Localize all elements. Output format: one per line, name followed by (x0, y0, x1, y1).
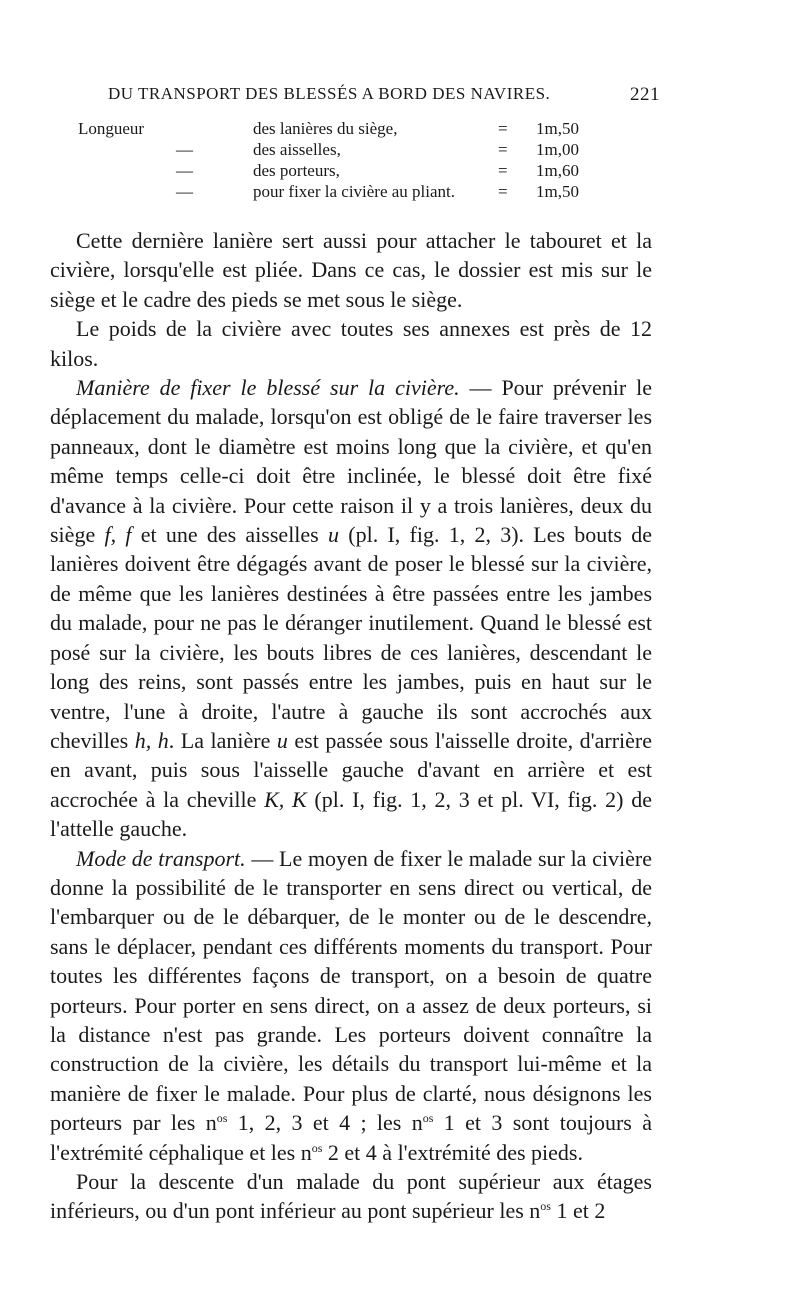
superscript: os (540, 1199, 551, 1214)
text-run: 1 et 2 (550, 1198, 606, 1224)
paragraph-descent (50, 1167, 652, 1226)
dimension-row (78, 160, 618, 181)
running-title: DU TRANSPORT DES BLESSÉS A BORD DES NAVIRES. (108, 84, 551, 103)
text-run: K, K (264, 786, 307, 812)
dimension-prefix: — (176, 161, 193, 180)
superscript: os (422, 1111, 434, 1126)
text-run: — Pour prévenir le déplacement du malade, lorsqu'on est obligé de le faire traverser les panneaux, dont le diamètre est moins long que la civière, et qu'en même temps celle-ci doit être inclinée, le blessé doit être fixé d'avance à la civière. Pour cette raison il y a trois lanières, deux du siège (50, 375, 653, 548)
text-run: 2 et 4 à l'extrémité des pieds. (322, 1139, 583, 1165)
text-run: 1 et 3 sont toujours à l'extrémité céphalique et les n (50, 1110, 652, 1165)
text-run: h, h (134, 727, 169, 753)
superscript: os (311, 1140, 323, 1155)
dimension-value: 1m,00 (536, 140, 579, 159)
running-header (108, 84, 668, 114)
equals-sign: = (498, 182, 508, 201)
page-number: 221 (630, 84, 660, 105)
text-run: 1, 2, 3 et 4 ; les n (227, 1110, 423, 1136)
text-run: u (328, 522, 339, 548)
dimension-label: des porteurs, (253, 161, 340, 180)
text-run: et une des aisselles (131, 522, 328, 548)
text-run: . La lanière (168, 727, 277, 753)
dimension-prefix: Longueur (78, 119, 145, 138)
section-title: Manière de fixer le blessé sur la civière. (76, 375, 460, 401)
dimension-row (78, 118, 618, 139)
dimension-label: des lanières du siège, (253, 119, 398, 138)
dimension-value: 1m,50 (536, 182, 579, 201)
equals-sign: = (498, 161, 508, 180)
text-run: est passée sous l'aisselle droite, d'arrière en avant, puis sous l'aisselle gauche d'avant en arrière et est accrochée à la cheville (50, 727, 652, 812)
dimension-row (78, 139, 618, 160)
paragraph-transport-mode (50, 844, 652, 1167)
paragraph-fixing (50, 373, 652, 844)
text-run: — Le moyen de fixer le malade sur la civière donne la possibilité de le transporter en sens direct ou vertical, de l'embarquer ou de le débarquer, de le monter ou de le descendre, sans le déplacer, pendant ces différents moments du transport. Pour toutes les différentes façons de transport, on a besoin de quatre porteurs. Pour porter en sens direct, on a assez de deux porteurs, si la distance n'est pas grande. Les porteurs doivent connaître la construction de la civière, les détails du transport lui-même et la manière de fixer le malade. Pour plus de clarté, nous désignons les porteurs par les n (50, 845, 652, 1136)
equals-sign: = (498, 119, 508, 138)
dimensions-list (78, 118, 618, 202)
paragraph-weight: Le poids de la civière avec toutes ses annexes est près de 12 kilos. (50, 316, 652, 371)
body-text (50, 226, 652, 1226)
dimension-prefix: — (176, 140, 193, 159)
dimension-label: des aisselles, (253, 140, 341, 159)
text-run: (pl. I, fig. 1, 2, 3). Les bouts de lanières doivent être dégagés avant de poser le blessé sur la civière, de même que les lanières destinées à être passées entre les jambes du malade, pour ne pas le déranger inutilement. Quand le blessé est posé sur la civière, les bouts libres de ces lanières, descendant le long des reins, sont passés entre les jambes, puis en haut sur le ventre, l'une à droite, l'autre à gauche ils sont accrochés aux chevilles (50, 522, 652, 753)
dimension-label: pour fixer la civière au pliant. (253, 182, 456, 201)
text-run: (pl. I, fig. 1, 2, 3 et pl. VI, fig. 2) de l'attelle gauche. (50, 786, 652, 842)
dimension-value: 1m,50 (536, 119, 579, 138)
dimension-row (78, 181, 618, 202)
dimension-prefix: — (176, 182, 193, 201)
superscript: os (216, 1111, 228, 1126)
text-run: Pour la descente d'un malade du pont supérieur aux étages inférieurs, ou d'un pont inférieur au pont supérieur les n (50, 1169, 652, 1224)
dimension-value: 1m,60 (536, 161, 579, 180)
text-run: f, f (104, 522, 132, 548)
section-title: Mode de transport. (76, 845, 246, 871)
equals-sign: = (498, 140, 508, 159)
text-run: u (276, 727, 288, 753)
paragraph-strap-use: Cette dernière lanière sert aussi pour attacher le tabouret et la civière, lorsqu'elle est pliée. Dans ce cas, le dossier est mis sur le siège et le cadre des pieds se met sous le siège. (50, 228, 652, 312)
